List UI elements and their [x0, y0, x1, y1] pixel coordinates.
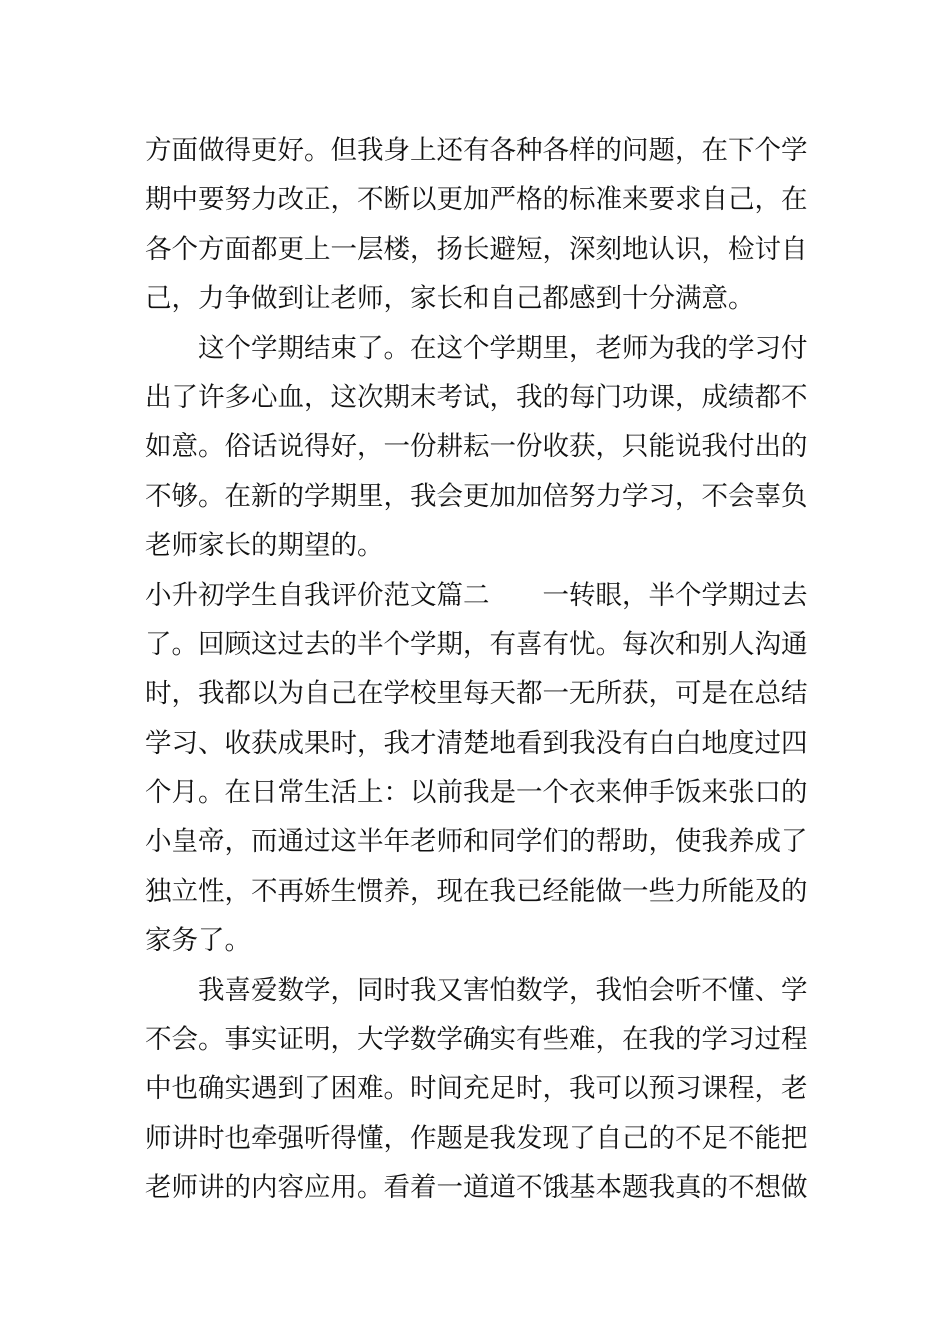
paragraph-2-line: 老师家长的期望的。	[145, 530, 384, 562]
paragraph-2-line: 如意。俗话说得好，一份耕耘一份收获，只能说我付出的	[145, 431, 808, 463]
paragraph-4-line: 我喜爱数学，同时我又害怕数学，我怕会听不懂、学	[198, 974, 808, 1006]
paragraph-2-line: 不够。在新的学期里，我会更加加倍努力学习，不会辜负	[145, 480, 808, 512]
paragraph-3-line: 家务了。	[145, 925, 251, 957]
paragraph-4-line: 师讲时也牵强听得懂，作题是我发现了自己的不足不能把	[145, 1122, 808, 1154]
section-heading-line	[145, 571, 810, 620]
paragraph-4-line: 不会。事实证明，大学数学确实有些难，在我的学习过程	[145, 1024, 808, 1056]
paragraph-1-line: 方面做得更好。但我身上还有各种各样的问题，在下个学	[145, 135, 808, 166]
paragraph-4-line: 中也确实遇到了困难。时间充足时，我可以预习课程，老	[145, 1073, 808, 1105]
paragraph-1-line: 期中要努力改正，不断以更加严格的标准来要求自己，在	[145, 184, 808, 216]
paragraph-3-line: 时，我都以为自己在学校里每天都一无所获，可是在总结	[145, 678, 808, 710]
paragraph-2-line: 出了许多心血，这次期末考试，我的每门功课，成绩都不	[145, 381, 808, 413]
paragraph-2-line: 这个学期结束了。在这个学期里，老师为我的学习付	[198, 332, 808, 364]
paragraph-1-line: 己，力争做到让老师，家长和自己都感到十分满意。	[145, 283, 755, 315]
paragraph-1-line: 各个方面都更上一层楼，扬长避短，深刻地认识，检讨自	[145, 233, 808, 265]
paragraph-3-line: 学习、收获成果时，我才清楚地看到我没有白白地度过四	[145, 727, 808, 759]
paragraph-3-line: 独立性，不再娇生惯养，现在我已经能做一些力所能及的	[145, 875, 808, 907]
paragraph-3-line: 小皇帝，而通过这半年老师和同学们的帮助，使我养成了	[145, 826, 808, 858]
paragraph-3-line: 了。回顾这过去的半个学期，有喜有忧。每次和别人沟通	[145, 628, 808, 660]
section-heading: 小升初学生自我评价范文篇二	[145, 579, 490, 611]
paragraph-3-line: 个月。在日常生活上：以前我是一个衣来伸手饭来张口的	[145, 777, 808, 809]
paragraph-4-line: 老师讲的内容应用。看着一道道不饿基本题我真的不想做	[145, 1172, 808, 1204]
paragraph-3-first-line: 一转眼，半个学期过去	[542, 579, 808, 611]
document-body	[145, 126, 810, 1213]
